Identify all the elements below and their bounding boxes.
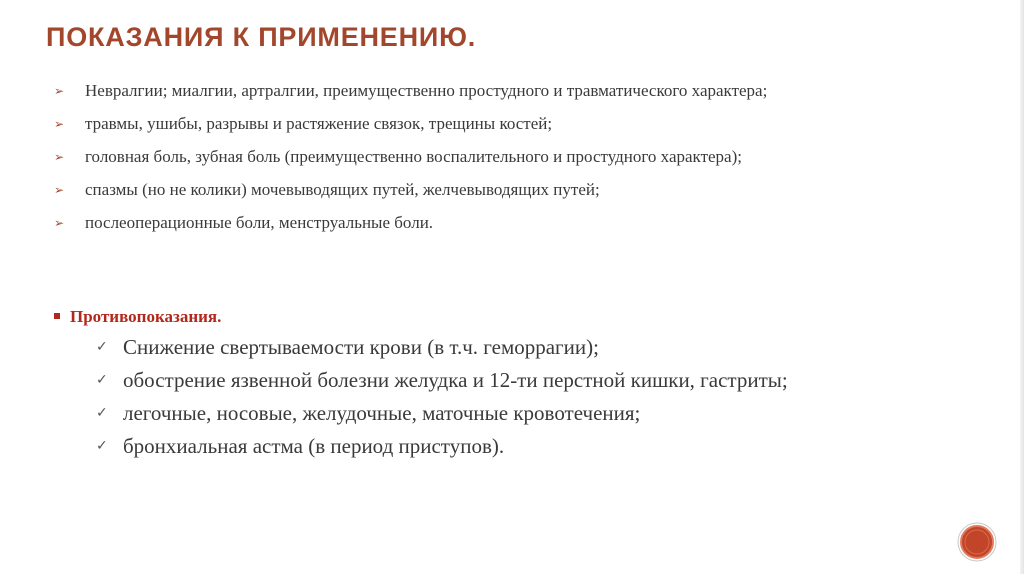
checkmark-icon: ✓ (96, 438, 108, 454)
contraindication-item (96, 433, 816, 459)
contraindications-list (96, 334, 816, 466)
chevron-right-icon: ➢ (54, 216, 65, 230)
indication-item (54, 179, 954, 201)
contraindication-item (96, 400, 816, 426)
indication-text: послеоперационные боли, менструальные боли. (85, 213, 434, 232)
chevron-right-icon: ➢ (54, 117, 65, 131)
checkmark-icon: ✓ (96, 405, 108, 421)
circle-badge-icon (957, 522, 997, 562)
contraindication-item (96, 367, 816, 393)
slide-right-edge (1020, 0, 1024, 574)
indication-item (54, 212, 954, 234)
contraindication-text: бронхиальная астма (в период приступов). (123, 434, 505, 458)
indication-text: Невралгии; миалгии, артралгии, преимущественно простудного и травматического характера; (85, 81, 768, 100)
checkmark-icon: ✓ (96, 372, 108, 388)
slide-title: ПОКАЗАНИЯ К ПРИМЕНЕНИЮ. (46, 22, 477, 52)
contraindications-heading (54, 306, 221, 328)
indication-text: травмы, ушибы, разрывы и растяжение связок, трещины костей; (85, 114, 553, 133)
contraindication-text: Снижение свертываемости крови (в т.ч. геморрагии); (123, 335, 599, 359)
indication-item (54, 146, 954, 168)
checkmark-icon: ✓ (96, 339, 108, 355)
indication-item (54, 113, 954, 135)
contraindications-title: Противопоказания. (70, 307, 222, 326)
square-bullet-icon (54, 313, 60, 319)
contraindication-text: легочные, носовые, желудочные, маточные кровотечения; (123, 401, 641, 425)
chevron-right-icon: ➢ (54, 150, 65, 164)
chevron-right-icon: ➢ (54, 84, 65, 98)
indications-list (54, 80, 954, 245)
indication-text: спазмы (но не колики) мочевыводящих путей, желчевыводящих путей; (85, 180, 600, 199)
contraindication-item (96, 334, 816, 360)
indication-item (54, 80, 954, 102)
indication-text: головная боль, зубная боль (преимущественно воспалительного и простудного характера); (85, 147, 742, 166)
chevron-right-icon: ➢ (54, 183, 65, 197)
contraindication-text: обострение язвенной болезни желудка и 12-ти перстной кишки, гастриты; (123, 368, 788, 392)
